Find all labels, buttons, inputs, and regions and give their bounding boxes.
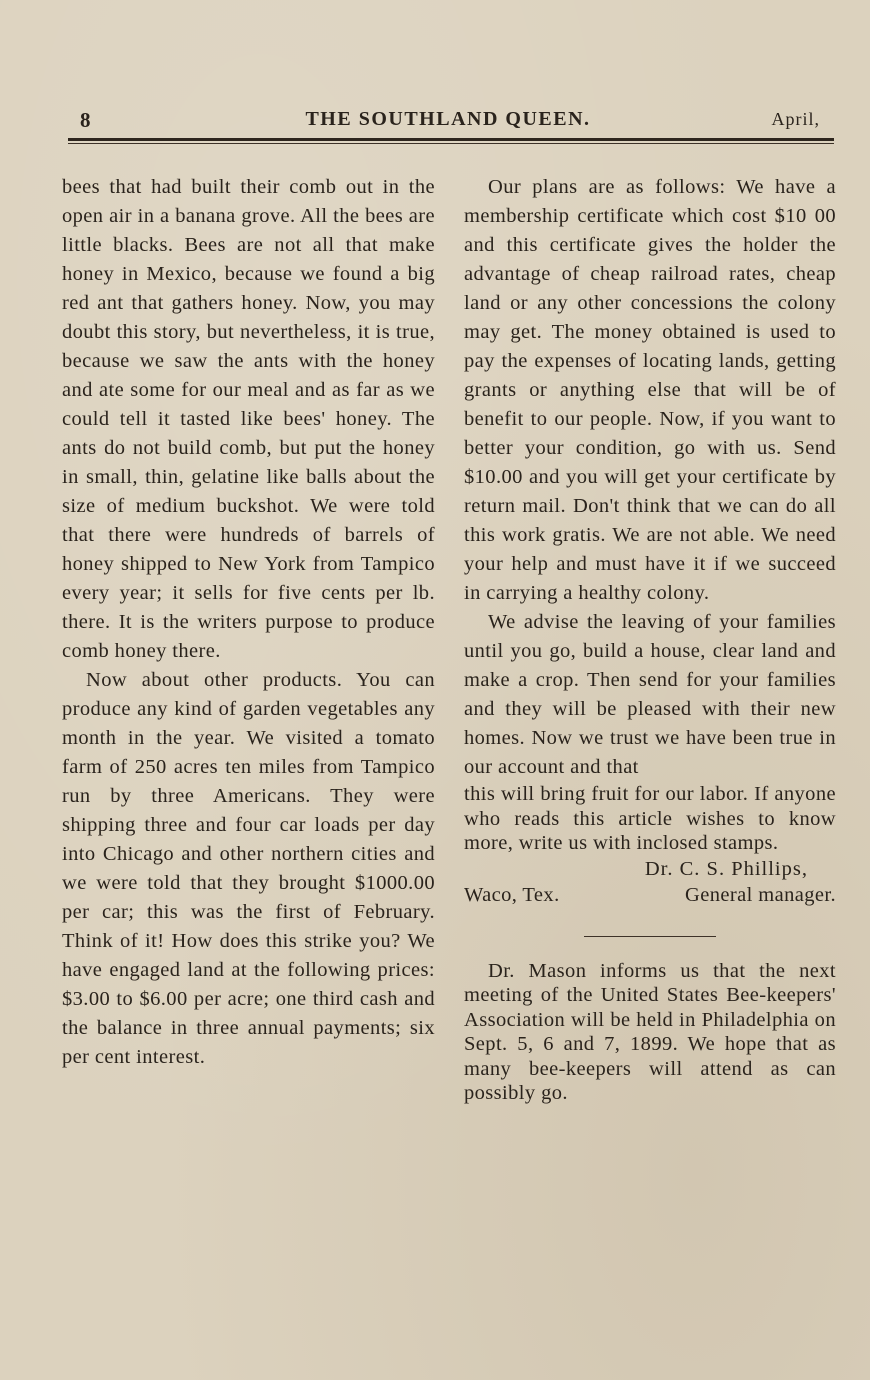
signature-name: Dr. C. S. Phillips, xyxy=(644,857,808,880)
right-paragraph-2: We advise the leaving of your families until you go, build a house, clear land and make a crop. Then send for your families and they will be pleased with their new homes. Now we trust we have been true in our account and that xyxy=(464,611,836,778)
journal-title: THE SOUTHLAND QUEEN. xyxy=(305,108,591,130)
signature-title: General manager. xyxy=(685,883,836,906)
left-paragraph-1: bees that had built their comb out in the open air in a banana grove. All the bees are little blacks. Bees are not all that make honey in Mexico, because we found a big red ant that gathers honey. Now, you may doubt this story, but nevertheless, it is true, because we saw the ants with the honey and ate some for our meal and as far as we could tell it tasted like bees' honey. The ants do not build comb, but put the honey in small, thin, gelatine like balls about the size of medium buckshot. We were told that there were hundreds of barrels of honey shipped to New York from Tampico every year; it sells for five cents per lb. there. It is the writers purpose to produce comb honey there. xyxy=(62,176,435,662)
section-divider xyxy=(584,936,716,937)
meeting-notice: Dr. Mason informs us that the next meeting of the United States Bee-keepers' Association will be held in Philadelphia on Sept. 5, 6 and 7, 1899. We hope that as many bee-keepers will attend as can possibly go. xyxy=(464,959,836,1104)
signature-place: Waco, Tex. xyxy=(464,883,560,906)
right-paragraph-1: Our plans are as follows: We have a membership certificate which cost $10 00 and this certificate gives the holder the advantage of cheap railroad rates, cheap land or any other concessions the colony may get. The money obtained is used to pay the expenses of locating lands, getting grants or anything else that will be of benefit to our people. Now, if you want to better your condition, go with us. Send $10.00 and you will get your certificate by return mail. Don't think that we can do all this work gratis. We are not able. We need your help and must have it if we succeed in carrying a healthy colony. xyxy=(464,176,836,604)
signature-block xyxy=(464,856,836,908)
left-column xyxy=(62,173,435,1072)
left-paragraph-2: Now about other products. You can produce any kind of garden vegetables any month in the year. We visited a tomato farm of 250 acres ten miles from Tampico run by three Americans. They were shipping three and four car loads per day into Chicago and other northern cities and we were told that they brought $1000.00 per car; this was the first of February. Think of it! How does this strike you? We have engaged land at the following prices: $3.00 to $6.00 per acre; one third cash and the balance in three annual payments; six per cent interest. xyxy=(62,669,435,1068)
header-rule-thick xyxy=(68,138,834,141)
right-column xyxy=(464,173,836,1106)
page-number: 8 xyxy=(80,108,91,132)
header-rule-thin xyxy=(68,143,834,144)
issue-month: April, xyxy=(771,109,820,129)
right-paragraph-2-end: this will bring fruit for our labor. If anyone who reads this article wishes to know more, write us with inclosed stamps. xyxy=(464,783,836,854)
running-header xyxy=(62,108,834,134)
